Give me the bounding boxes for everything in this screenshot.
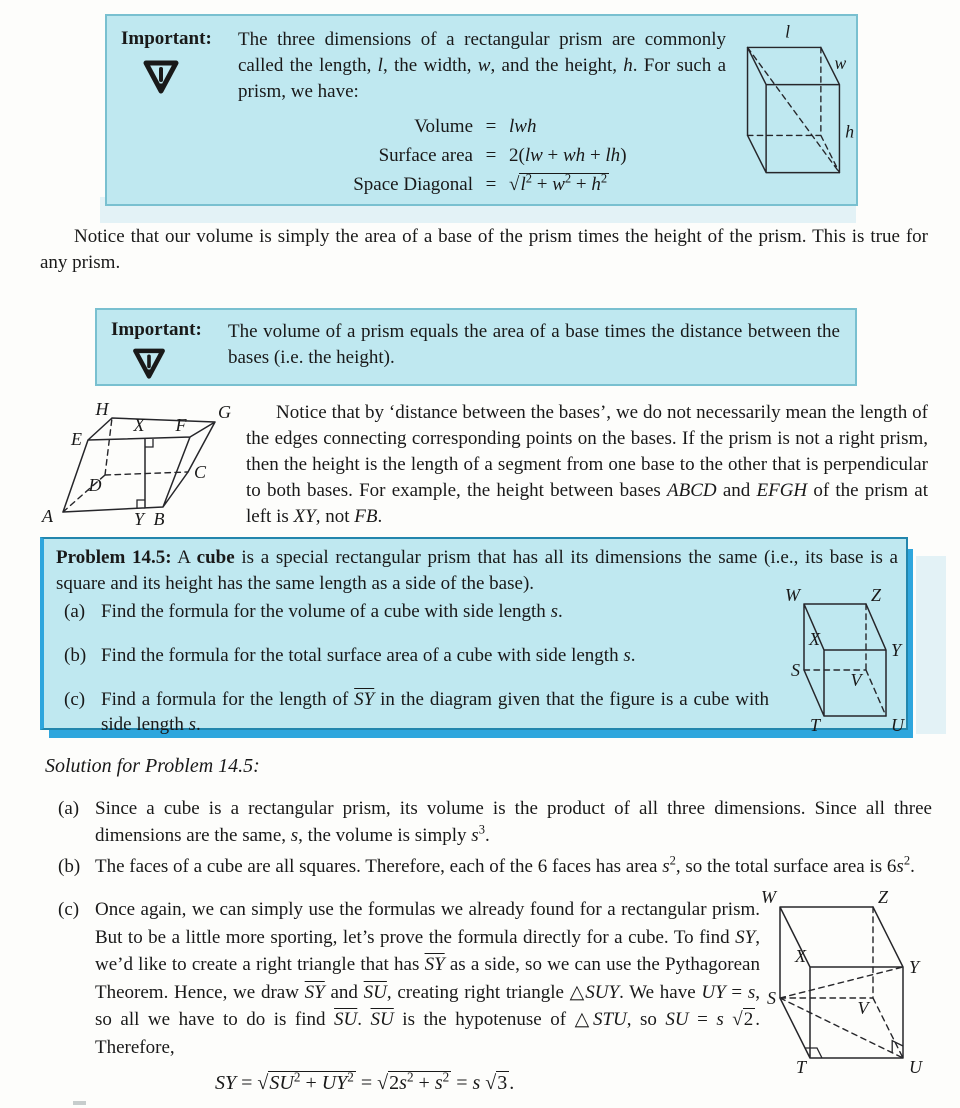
important-label: Important: bbox=[111, 319, 202, 340]
important-box-2 bbox=[95, 308, 857, 386]
warning-icon bbox=[129, 346, 169, 383]
warning-icon bbox=[139, 58, 183, 98]
label-S: S bbox=[767, 988, 776, 1008]
label-S: S bbox=[791, 660, 800, 680]
formula-rhs: lwh bbox=[509, 116, 537, 137]
label-X: X bbox=[795, 946, 806, 966]
problem-box bbox=[40, 537, 908, 735]
formula-row-volume bbox=[303, 112, 627, 141]
item-label: (c) bbox=[64, 689, 86, 710]
solution-formula: SY = $√SU^2 + UY^2 = √2s^2 + s^2 = s$ √3 . bbox=[215, 1069, 515, 1094]
formula-row-surface-area bbox=[303, 141, 627, 170]
label-T: T bbox=[795, 1057, 806, 1077]
item-label: (a) bbox=[58, 798, 80, 819]
label-X: X bbox=[809, 629, 820, 649]
label-w: w bbox=[834, 52, 847, 73]
solution-item-b bbox=[58, 853, 932, 880]
important-label: Important: bbox=[121, 28, 212, 49]
scan-artifact bbox=[916, 556, 946, 734]
paragraph-height-note: Notice that by ‘distance between the bases’, we do not necessarily mean the length of the edges connecting corresponding points on the bases. If the prism is not a right prism, then the height is the length of a segment from one base to the other that is perpendicular to both bases. For example, the height between bases ABCD and EFGH of the prism at left is XY, not FB. bbox=[246, 402, 929, 527]
label-Z: Z bbox=[878, 887, 889, 907]
label-D: D bbox=[88, 475, 102, 495]
problem-intro-text: A cube is a special rectangular prism that has all its dimensions the same (i.e., its base is a square and its height has the same length as a side of the base). bbox=[56, 547, 898, 594]
formula-rhs: $√l^2 + w^2 + h^2$ bbox=[509, 171, 608, 195]
label-W: W bbox=[761, 887, 776, 907]
important-2-text: The volume of a prism equals the area of a base times the distance between the bases (i.e. the height). bbox=[228, 321, 840, 368]
equals-sign: = bbox=[485, 116, 497, 137]
label-l: l bbox=[785, 21, 791, 42]
important-box-1 bbox=[105, 14, 858, 206]
equals-sign: = bbox=[485, 145, 497, 166]
label-U: U bbox=[909, 1057, 922, 1077]
prism-formula-table bbox=[303, 112, 627, 199]
label-F: F bbox=[175, 415, 187, 435]
item-label: (c) bbox=[58, 899, 80, 920]
item-label: (a) bbox=[64, 601, 86, 622]
item-text: Find the formula for the volume of a cube with side length s. bbox=[101, 601, 563, 622]
item-text: Since a cube is a rectangular prism, its volume is the product of all three dimensions. Since all three dimensions are the same, s, the volume is simply $s^3$. bbox=[95, 798, 932, 846]
formula-row-space-diagonal bbox=[303, 170, 627, 199]
oblique-prism-figure bbox=[28, 398, 240, 528]
label-E: E bbox=[71, 429, 82, 449]
cube-figure-solution bbox=[761, 882, 958, 1087]
label-W: W bbox=[785, 585, 800, 605]
formula-lhs: Surface area bbox=[378, 145, 473, 166]
problem-label: Problem 14.5: bbox=[56, 547, 172, 568]
label-Y: Y bbox=[891, 640, 902, 660]
label-U: U bbox=[891, 715, 904, 735]
page-edge-mark bbox=[73, 1101, 86, 1105]
formula-lhs: Volume bbox=[414, 116, 473, 137]
formula-lhs: Space Diagonal bbox=[353, 174, 473, 195]
rectangular-prism-figure bbox=[727, 18, 859, 204]
label-C: C bbox=[194, 462, 207, 482]
label-G: G bbox=[218, 402, 231, 422]
equals-sign: = bbox=[485, 174, 497, 195]
solution-heading: Solution for Problem 14.5: bbox=[45, 755, 260, 777]
item-text: Find a formula for the length of $\overline{SY}$ in the diagram given that the figure is a cube with side length s. bbox=[101, 689, 769, 735]
problem-intro bbox=[56, 545, 898, 597]
item-text: The faces of a cube are all squares. Therefore, each of the 6 faces has area $s^2$, so the total surface area is $6s^2$. bbox=[95, 853, 915, 877]
label-T: T bbox=[809, 715, 820, 735]
item-label: (b) bbox=[58, 856, 81, 877]
item-text: Find the formula for the total surface area of a cube with side length s. bbox=[101, 645, 636, 666]
label-Y: Y bbox=[909, 957, 920, 977]
label-B: B bbox=[153, 509, 165, 529]
label-H: H bbox=[95, 399, 109, 419]
problem-item-b bbox=[64, 643, 784, 668]
item-text: Once again, we can simply use the formulas we already found for a rectangular prism. But to be a little more sporting, let’s prove the formula directly for a cube. To find SY, we’d like to create a right triangle that has $\overline{SY}$ as a side, so we can use the Pythagorean Theorem. Hence, we draw $\overline{SY}$ and $\overline{SU}$, creating right triangle △SUY. We have UY = s, so all we have to do is find $\overline{SU}$. $\overline{SU}$ is the hypotenuse of △STU, so SU = s √2 . Therefore, bbox=[95, 899, 761, 1058]
cube-figure-problem bbox=[785, 585, 914, 738]
problem-item-a bbox=[64, 599, 784, 624]
solution-item-c bbox=[58, 896, 760, 1061]
paragraph-volume-note: Notice that our volume is simply the area of a base of the prism times the height of the prism. This is true for any prism. bbox=[40, 226, 928, 273]
label-A: A bbox=[42, 506, 53, 526]
label-V: V bbox=[850, 670, 862, 690]
important-1-text: The three dimensions of a rectangular prism are commonly called the length, l, the width, w, and the height, h. For such a prism, we have: bbox=[238, 29, 727, 102]
formula-rhs: 2(lw + wh + lh) bbox=[509, 145, 627, 166]
item-label: (b) bbox=[64, 645, 87, 666]
label-h: h bbox=[845, 121, 855, 142]
problem-item-c bbox=[64, 687, 769, 737]
label-Y: Y bbox=[133, 509, 145, 529]
label-X: X bbox=[133, 415, 145, 435]
solution-item-a bbox=[58, 795, 932, 849]
label-V: V bbox=[857, 998, 869, 1018]
label-Z: Z bbox=[871, 585, 882, 605]
